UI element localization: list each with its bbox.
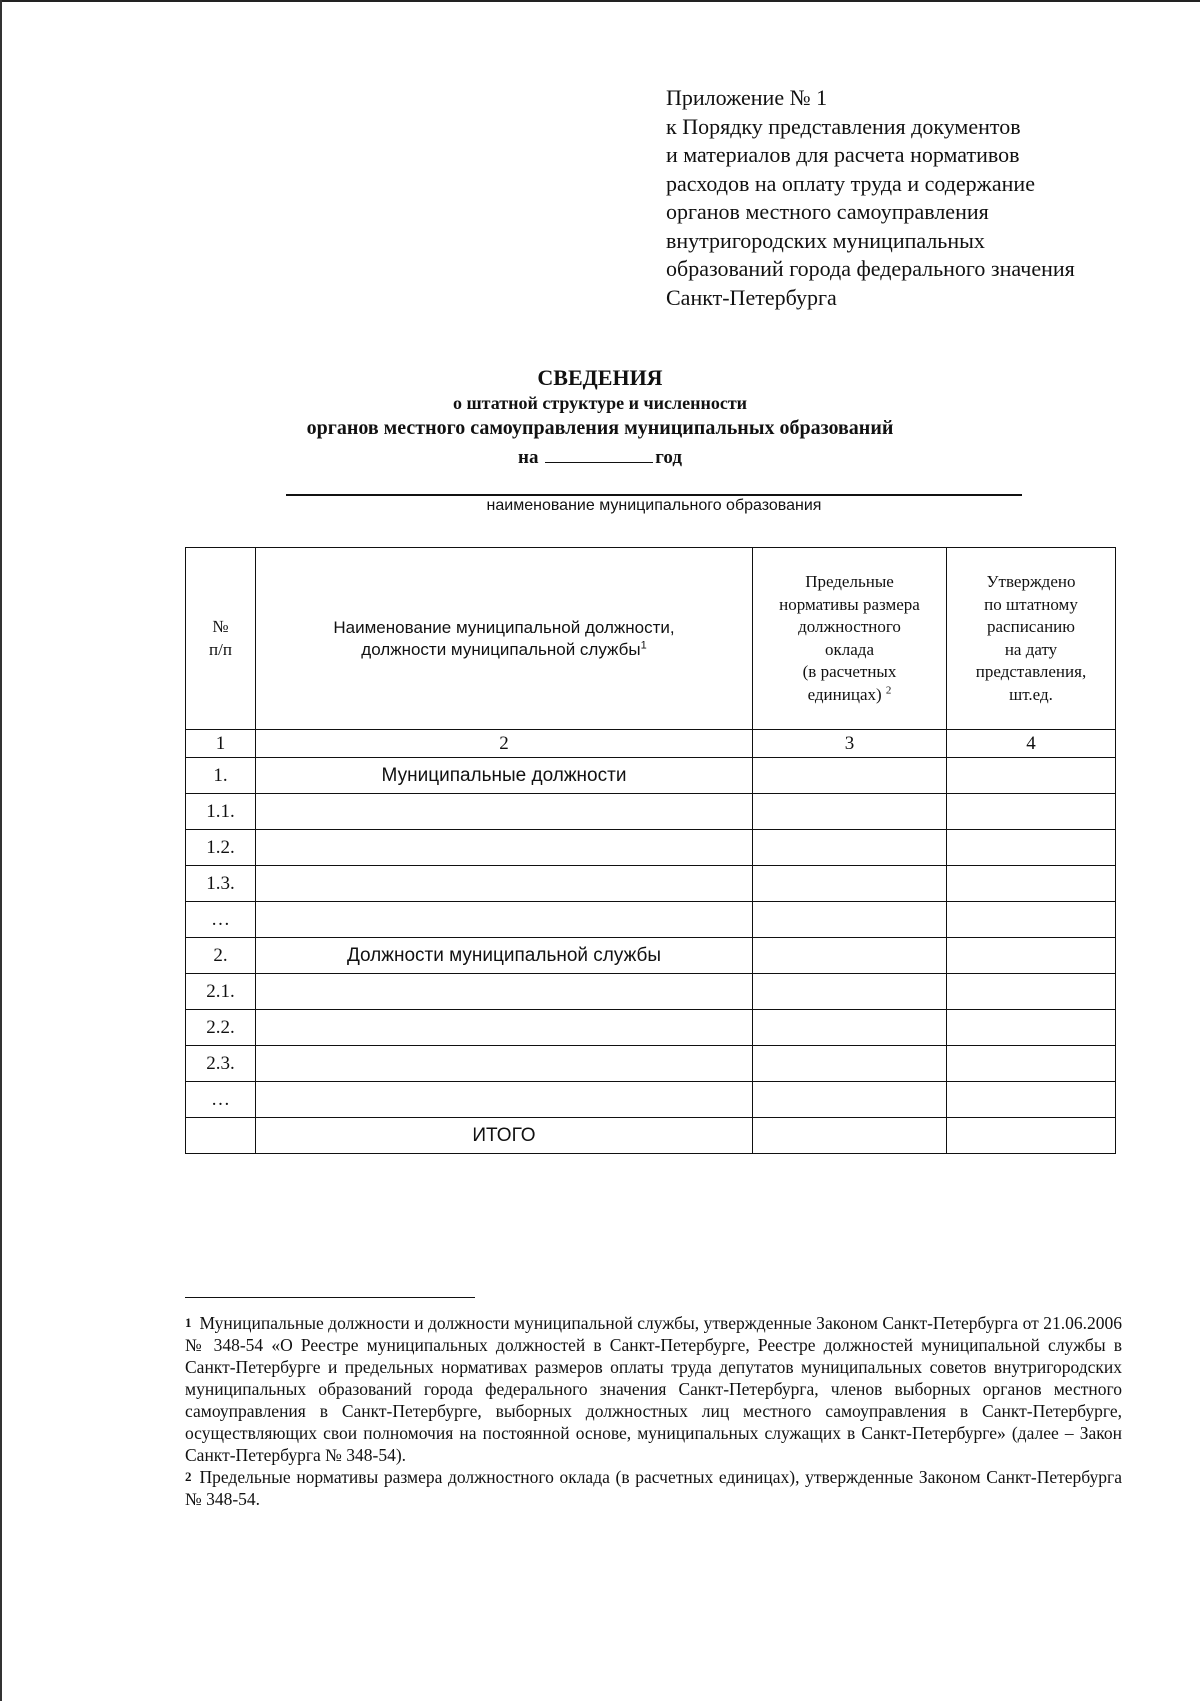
table-row <box>186 1010 1116 1046</box>
row-position-name[interactable] <box>256 1082 753 1118</box>
year-line <box>0 444 1200 469</box>
table-row <box>186 758 1116 794</box>
row-position-name: Должности муниципальной службы <box>256 938 753 974</box>
row-salary-cell[interactable] <box>753 830 947 866</box>
row-staff-cell[interactable] <box>947 830 1116 866</box>
total-label: ИТОГО <box>256 1118 753 1154</box>
footnote-text: Муниципальные должности и должности муниципальной службы, утвержденные Законом Санкт-Петербурга от 21.06.2006 № 348-54 «О Реестре муниципальных должностей в Санкт-Петербурге, Реестре должностей муниципальной службы в Санкт-Петербурге и предельных нормативах размеров оплаты труда депутатов муниципальных советов внутригородских муниципальных образований города федерального значения Санкт-Петербурга, членов выборных органов местного самоуправления в Санкт-Петербурге, выборных должностных лиц местного самоуправления в Санкт-Петербурге, осуществляющих свои полномочия на постоянной основе, муниципальных служащих в Санкт-Петербурге» (далее – Закон Санкт-Петербурга № 348-54). <box>185 1313 1122 1465</box>
column-number: 1 <box>186 730 256 758</box>
row-number: … <box>186 1082 256 1118</box>
table-row <box>186 1046 1116 1082</box>
footnote-separator <box>185 1297 475 1298</box>
row-number: 2.1. <box>186 974 256 1010</box>
row-staff-cell[interactable] <box>947 794 1116 830</box>
year-suffix: год <box>655 447 682 468</box>
column-number: 3 <box>753 730 947 758</box>
row-staff-cell[interactable] <box>947 974 1116 1010</box>
appendix-line: и материалов для расчета нормативов <box>666 142 1020 167</box>
appendix-line: внутригородских муниципальных <box>666 227 985 253</box>
row-salary-cell[interactable] <box>753 974 947 1010</box>
row-staff-cell[interactable] <box>947 866 1116 902</box>
footnote-2 <box>185 1466 1122 1510</box>
row-position-name[interactable] <box>256 794 753 830</box>
row-salary-cell[interactable] <box>753 1010 947 1046</box>
column-number-row <box>186 730 1116 758</box>
year-prefix: на <box>518 447 539 468</box>
table-row <box>186 974 1116 1010</box>
row-position-name[interactable] <box>256 1010 753 1046</box>
document-subtitle: о штатной структуре и численности <box>452 393 748 413</box>
header-number: № п/п <box>186 548 256 730</box>
appendix-line: расходов на оплату труда и содержание <box>666 170 1035 196</box>
footnote-text: Предельные нормативы размера должностного оклада (в расчетных единицах), утвержденные Законом Санкт-Петербурга № 348-54. <box>185 1467 1122 1509</box>
column-number: 4 <box>947 730 1116 758</box>
appendix-line: к Порядку представления документов <box>666 113 1021 139</box>
municipality-name-field[interactable] <box>286 494 1022 496</box>
row-position-name[interactable] <box>256 1046 753 1082</box>
table-row <box>186 794 1116 830</box>
table-row <box>186 902 1116 938</box>
row-salary-cell[interactable] <box>753 1082 947 1118</box>
row-position-name[interactable] <box>256 866 753 902</box>
footnotes <box>185 1312 1122 1510</box>
appendix-line: органов местного самоуправления <box>666 199 989 224</box>
row-position-name[interactable] <box>256 974 753 1010</box>
staff-structure-table <box>185 547 1116 1154</box>
table-row <box>186 866 1116 902</box>
scan-edge-top <box>0 0 1200 2</box>
row-number <box>186 1118 256 1154</box>
row-salary-cell[interactable] <box>753 1046 947 1082</box>
row-salary-cell[interactable] <box>753 758 947 794</box>
footnote-mark: 1 <box>185 1315 192 1330</box>
footnote-1 <box>185 1312 1122 1466</box>
header-position-name: Наименование муниципальной должности, должности муниципальной службы$^1$ <box>256 548 753 730</box>
row-position-name[interactable] <box>256 830 753 866</box>
table-header-row <box>186 548 1116 730</box>
column-number: 2 <box>256 730 753 758</box>
row-number: 2. <box>186 938 256 974</box>
row-number: 1.1. <box>186 794 256 830</box>
row-number: 1.3. <box>186 866 256 902</box>
document-title: СВЕДЕНИЯ <box>537 365 663 390</box>
appendix-line: Приложение № 1 <box>666 85 828 110</box>
row-number: 1. <box>186 758 256 794</box>
header-approved-staff: Утверждено по штатному расписанию на дату представления, шт.ед. <box>947 548 1116 730</box>
municipality-name-caption: наименование муниципального образования <box>486 497 822 514</box>
footnote-mark: 2 <box>185 1469 192 1484</box>
table-row <box>186 1082 1116 1118</box>
table-row <box>186 830 1116 866</box>
row-staff-cell[interactable] <box>947 1046 1116 1082</box>
row-salary-cell[interactable] <box>753 794 947 830</box>
appendix-line: Санкт-Петербурга <box>666 284 837 310</box>
row-salary-cell[interactable] <box>753 938 947 974</box>
row-number: 1.2. <box>186 830 256 866</box>
row-position-name[interactable] <box>256 902 753 938</box>
row-number: 2.3. <box>186 1046 256 1082</box>
year-blank-field[interactable] <box>545 444 653 463</box>
row-staff-cell[interactable] <box>947 758 1116 794</box>
total-row <box>186 1118 1116 1154</box>
row-position-name: Муниципальные должности <box>256 758 753 794</box>
row-staff-cell[interactable] <box>947 902 1116 938</box>
row-staff-cell[interactable] <box>947 1082 1116 1118</box>
appendix-reference <box>666 84 1146 312</box>
row-number: … <box>186 902 256 938</box>
row-salary-cell[interactable] <box>753 866 947 902</box>
row-salary-cell[interactable] <box>753 902 947 938</box>
total-salary-cell[interactable] <box>753 1118 947 1154</box>
table-row <box>186 938 1116 974</box>
document-subtitle: органов местного самоуправления муниципальных образований <box>306 417 894 439</box>
row-staff-cell[interactable] <box>947 938 1116 974</box>
appendix-line: образований города федерального значения <box>666 256 1075 281</box>
row-number: 2.2. <box>186 1010 256 1046</box>
total-staff-cell[interactable] <box>947 1118 1116 1154</box>
row-staff-cell[interactable] <box>947 1010 1116 1046</box>
header-salary-norms: Предельные нормативы размера должностного оклада (в расчетных единицах) $^2$ <box>753 548 947 730</box>
scan-edge-left <box>0 0 2 1701</box>
